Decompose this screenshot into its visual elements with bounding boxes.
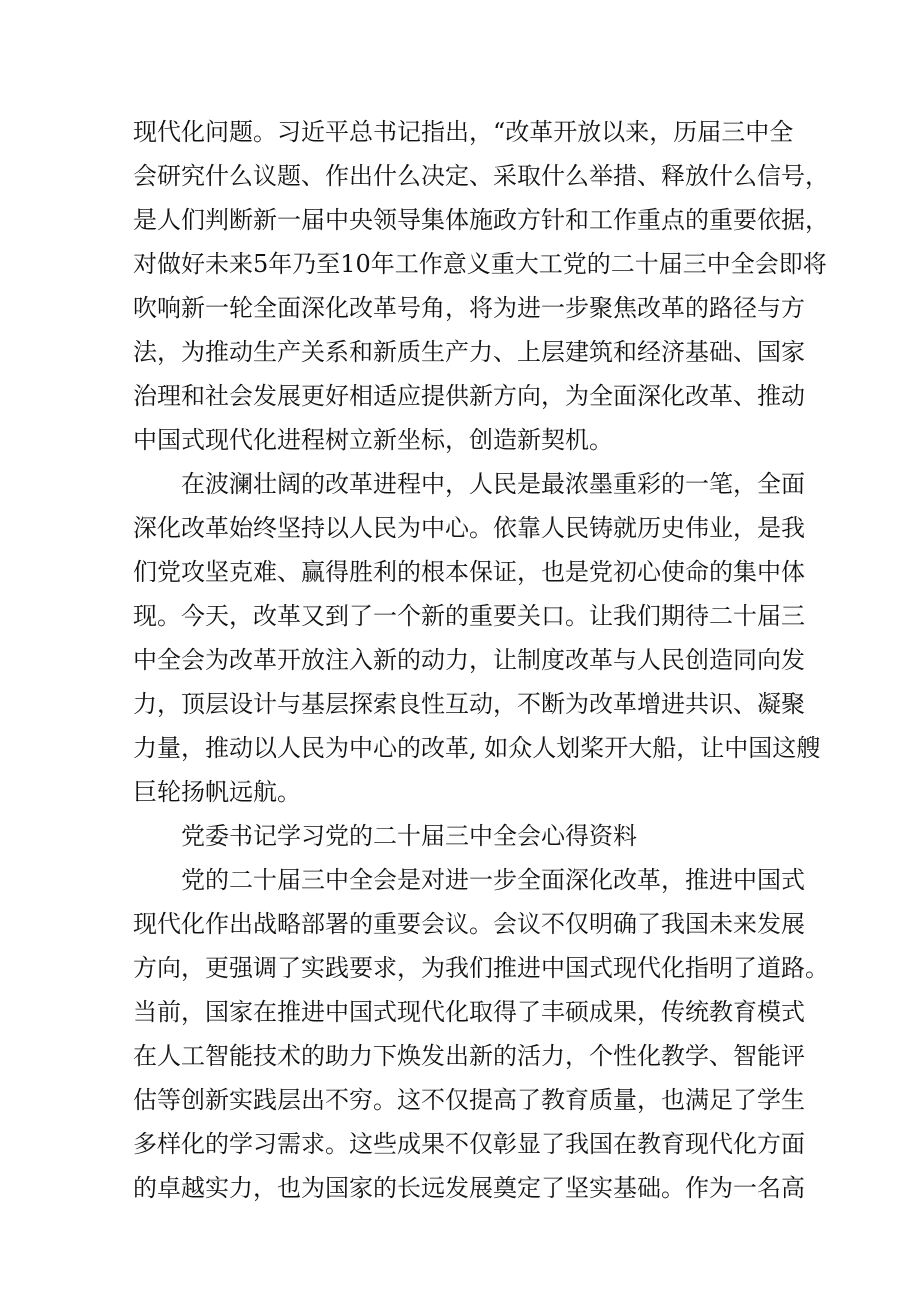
section-title: 党委书记学习党的二十届三中全会心得资料 [181,822,637,850]
text-line: 是人们判断新一届中央领导集体施政方针和工作重点的重要依据， [133,206,829,234]
text-line: 当前，国家在推进中国式现代化取得了丰硕成果，传统教育模式 [133,998,805,1026]
text-line: 深化改革始终坚持以人民为中心。依靠人民铸就历史伟业，是我 [133,514,805,542]
paragraph-first-line: 在波澜壮阔的改革进程中，人民是最浓墨重彩的一笔，全面 [181,470,805,498]
text-line: 方向，更强调了实践要求，为我们推进中国式现代化指明了道路。 [133,954,829,982]
text-line: 治理和社会发展更好相适应提供新方向，为全面深化改革、推动 [133,382,805,410]
text-line: 在人工智能技术的助力下焕发出新的活力，个性化教学、智能评 [133,1042,805,1070]
text-line: 法，为推动生产关系和新质生产力、上层建筑和经济基础、国家 [133,338,805,366]
text-line: 现。今天，改革又到了一个新的重要关口。让我们期待二十届三 [133,602,805,630]
paragraph-first-line: 党的二十届三中全会是对进一步全面深化改革，推进中国式 [181,866,805,894]
text-line: 现代化问题。习近平总书记指出，“改革开放以来，历届三中全 [133,118,794,146]
text-line: 巨轮扬帆远航。 [133,778,301,806]
text-line: 对做好未来5年乃至10年工作意义重大工党的二十届三中全会即将 [133,250,827,278]
text-line: 的卓越实力，也为国家的长远发展奠定了坚实基础。作为一名高 [133,1174,805,1202]
text-line: 力，顶层设计与基层探索良性互动，不断为改革增进共识、凝聚 [133,690,805,718]
text-line: 会研究什么议题、作出什么决定、采取什么举措、释放什么信号， [133,162,829,190]
text-line: 中国式现代化进程树立新坐标，创造新契机。 [133,426,613,454]
text-line: 力量，推动以人民为中心的改革, 如众人划桨开大船，让中国这艘 [133,734,821,762]
text-line: 们党攻坚克难、赢得胜利的根本保证，也是党初心使命的集中体 [133,558,805,586]
text-line: 吹响新一轮全面深化改革号角，将为进一步聚焦改革的路径与方 [133,294,805,322]
text-line: 中全会为改革开放注入新的动力，让制度改革与人民创造同向发 [133,646,805,674]
text-line: 现代化作出战略部署的重要会议。会议不仅明确了我国未来发展 [133,910,805,938]
text-line: 多样化的学习需求。这些成果不仅彰显了我国在教育现代化方面 [133,1130,805,1158]
text-line: 估等创新实践层出不穷。这不仅提高了教育质量，也满足了学生 [133,1086,805,1114]
